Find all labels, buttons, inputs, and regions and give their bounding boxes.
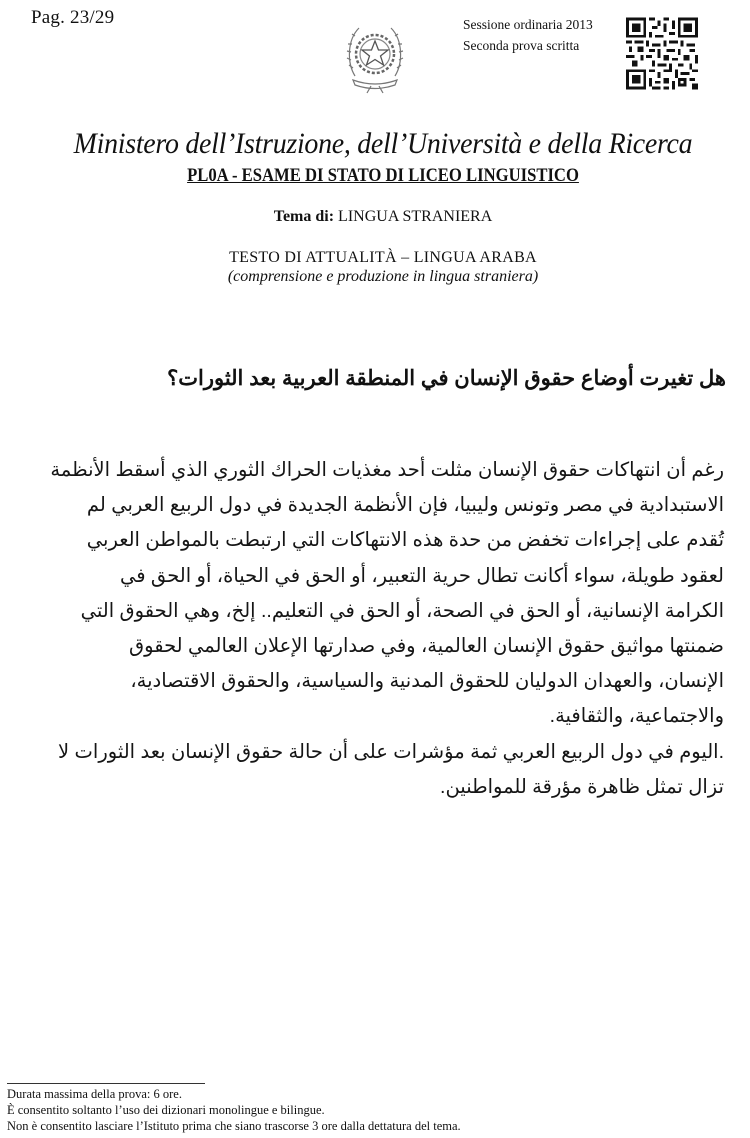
session-label: Sessione ordinaria 2013 [463,17,593,32]
passage-line: رغم أن انتهاكات حقوق الإنسان مثلت أحد مغذيات الحراك الثوري الذي أسقط الأنظمة [50,459,724,481]
page-number: Pag. 23/29 [31,7,115,28]
passage-line: لعقود طويلة، سواء أكانت تطال حرية التعبير، أو الحق في الحياة، أو الحق في [119,564,724,587]
passage-line: تزال تمثل ظاهرة مؤرقة للمواطنين. [440,775,724,798]
passage-line: ضمنتها مواثيق حقوق الإنسان العالمية، وفي صدارتها الإعلان العالمي لحقوق [129,635,724,658]
text-type-subtitle: (comprensione e produzione in lingua straniera) [227,268,539,285]
footnote-dictionaries: È consentito soltanto l’uso dei dizionari monolingue e bilingue. [7,1103,325,1117]
exam-part-label: Seconda prova scritta [463,38,580,53]
tema-value: LINGUA STRANIERA [334,208,493,225]
passage-line: الاستبدادية في مصر وتونس وليبيا، فإن الأنظمة الجديدة في دول الربيع العربي لم [86,494,724,517]
exam-title: PL0A - ESAME DI STATO DI LICEO LINGUISTICO [187,166,579,186]
passage-line: والاجتماعية، والثقافية. [549,705,724,728]
passage-line: الكرامة الإنسانية، أو الحق في الصحة، أو الحق في التعليم.. إلخ، وهي الحقوق التي [80,599,724,622]
tema-line [0,208,750,226]
passage-line: الإنسان، والعهدان الدوليان للحقوق المدنية والسياسية، والحقوق الاقتصادية، [130,670,724,693]
text-type-title: TESTO DI ATTUALITÀ – LINGUA ARABA [229,249,537,266]
arabic-passage [24,453,724,805]
qr-code-icon [626,16,698,91]
ministry-title: Ministero dell’Istruzione, dell’Università e della Ricerca [73,127,693,160]
footnote-divider [7,1083,205,1084]
footnotes [7,1086,461,1134]
question-heading: هل تغيرت أوضاع حقوق الإنسان في المنطقة العربية بعد الثورات؟ [167,367,726,390]
footnote-duration: Durata massima della prova: 6 ore. [7,1087,182,1101]
passage-line: تُقدم على إجراءات تخفض من حدة هذه الانتهاكات التي ارتبطت بالمواطن العربي [86,529,724,552]
italian-republic-emblem-icon [345,18,405,94]
passage-line: .اليوم في دول الربيع العربي ثمة مؤشرات على أن حالة حقوق الإنسان بعد الثورات لا [58,740,724,763]
footnote-leaving: Non è consentito lasciare l’Istituto prima che siano trascorse 3 ore dalla dettatura del tema. [7,1119,461,1133]
session-info [463,14,593,56]
tema-label: Tema di: [273,208,335,225]
